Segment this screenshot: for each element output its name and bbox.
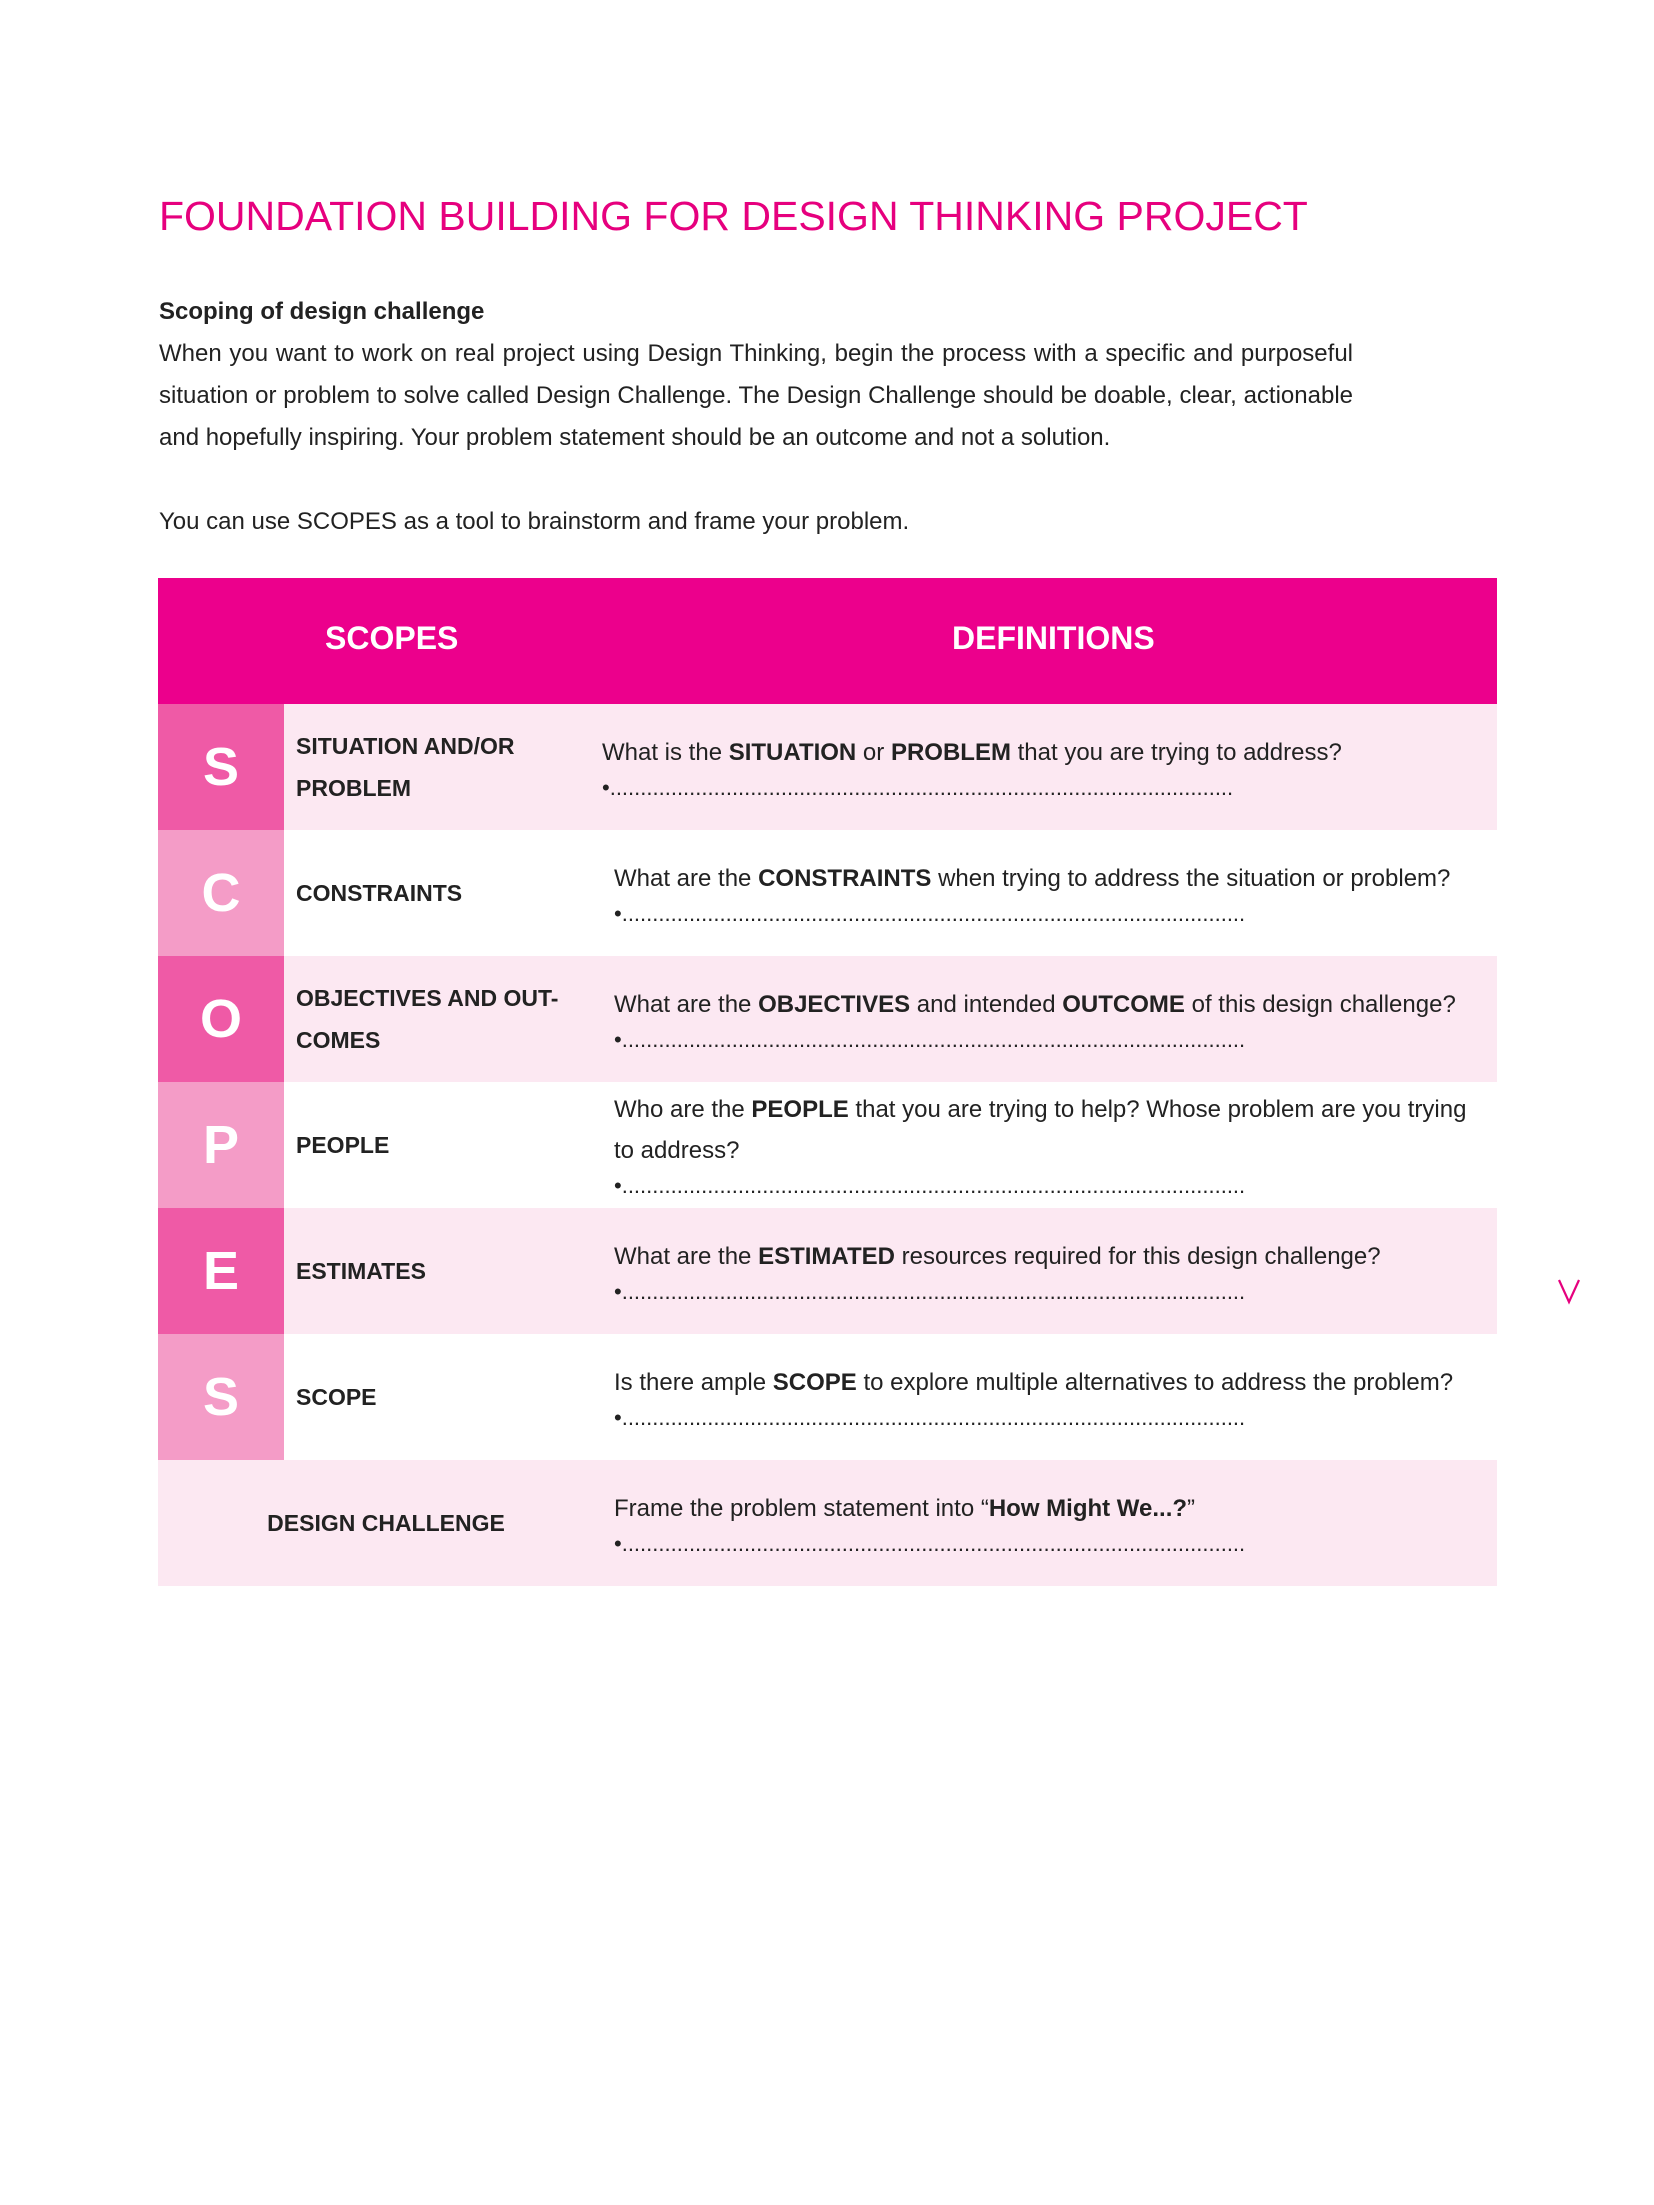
answer-line[interactable]: •...................................................................................................... — [602, 774, 1234, 800]
definition-question: What are the OBJECTIVES and intended OUTCOME of this design challenge? — [614, 990, 1456, 1018]
scope-letter: O — [158, 956, 284, 1082]
header-scopes: SCOPES — [325, 620, 459, 656]
answer-line[interactable]: •...................................................................................................... — [614, 1173, 1246, 1198]
table-row — [158, 830, 1497, 956]
header-definitions: DEFINITIONS — [952, 620, 1155, 656]
answer-line[interactable]: •...................................................................................................... — [614, 900, 1246, 926]
scope-name: SITUATION AND/OR PROBLEM — [296, 733, 515, 801]
table-row — [158, 1334, 1497, 1460]
design-challenge-label: DESIGN CHALLENGE — [267, 1509, 505, 1536]
answer-line[interactable]: •...................................................................................................... — [614, 1404, 1246, 1430]
table-row — [158, 956, 1497, 1082]
intro-tip: You can use SCOPES as a tool to brainstorm and frame your problem. — [159, 508, 910, 535]
definition-question: What are the CONSTRAINTS when trying to address the situation or problem? — [614, 864, 1451, 892]
definition-question: Is there ample SCOPE to explore multiple alternatives to address the problem? — [614, 1368, 1454, 1396]
page-title: FOUNDATION BUILDING FOR DESIGN THINKING PROJECT — [159, 193, 1308, 239]
intro-section — [159, 291, 1353, 543]
table-row — [158, 1208, 1497, 1334]
scope-definition — [614, 1082, 1497, 1208]
scope-letter: S — [158, 1334, 284, 1460]
design-challenge-definition — [614, 1460, 1497, 1586]
table-row — [158, 704, 1497, 830]
definition-question: What is the SITUATION or PROBLEM that you are trying to address? — [602, 738, 1342, 766]
definition-question: Who are the PEOPLE that you are trying to help? Whose problem are you trying to address? — [614, 1096, 1467, 1164]
definition-question: Frame the problem statement into “How Might We...?” — [614, 1494, 1196, 1522]
answer-line[interactable]: •...................................................................................................... — [614, 1278, 1246, 1304]
scope-name: CONSTRAINTS — [296, 880, 463, 906]
scope-letter: C — [158, 830, 284, 956]
scope-name: SCOPE — [296, 1384, 377, 1410]
scope-letter: E — [158, 1208, 284, 1334]
answer-line[interactable]: •...................................................................................................... — [614, 1026, 1246, 1052]
definition-question: What are the ESTIMATED resources required for this design challenge? — [614, 1242, 1381, 1270]
scope-definition — [614, 1334, 1497, 1460]
scope-definition — [614, 1208, 1497, 1334]
scope-definition — [602, 704, 1497, 830]
scope-definition — [614, 830, 1497, 956]
table-row — [158, 1082, 1497, 1208]
scope-definition — [614, 956, 1497, 1082]
scope-letter: S — [158, 704, 284, 830]
answer-line[interactable]: •...................................................................................................... — [614, 1530, 1246, 1556]
scope-name: PEOPLE — [296, 1132, 390, 1158]
intro-paragraph: When you want to work on real project using Design Thinking, begin the process with a specific and purposeful situation or problem to solve called Design Challenge. The Design Challenge should be doable, clear, actionable and hopefully inspiring. Your problem statement should be an outcome and not a solution. — [159, 340, 1353, 451]
design-challenge-row — [158, 1460, 1497, 1586]
scope-name: OBJECTIVES AND OUT-COMES — [296, 985, 559, 1053]
table-header — [158, 578, 1497, 704]
scope-name: ESTIMATES — [296, 1258, 426, 1284]
scopes-table — [158, 578, 1497, 1586]
chevron-down-icon — [1556, 1276, 1582, 1306]
scope-letter: P — [158, 1082, 284, 1208]
section-heading: Scoping of design challenge — [159, 298, 485, 325]
